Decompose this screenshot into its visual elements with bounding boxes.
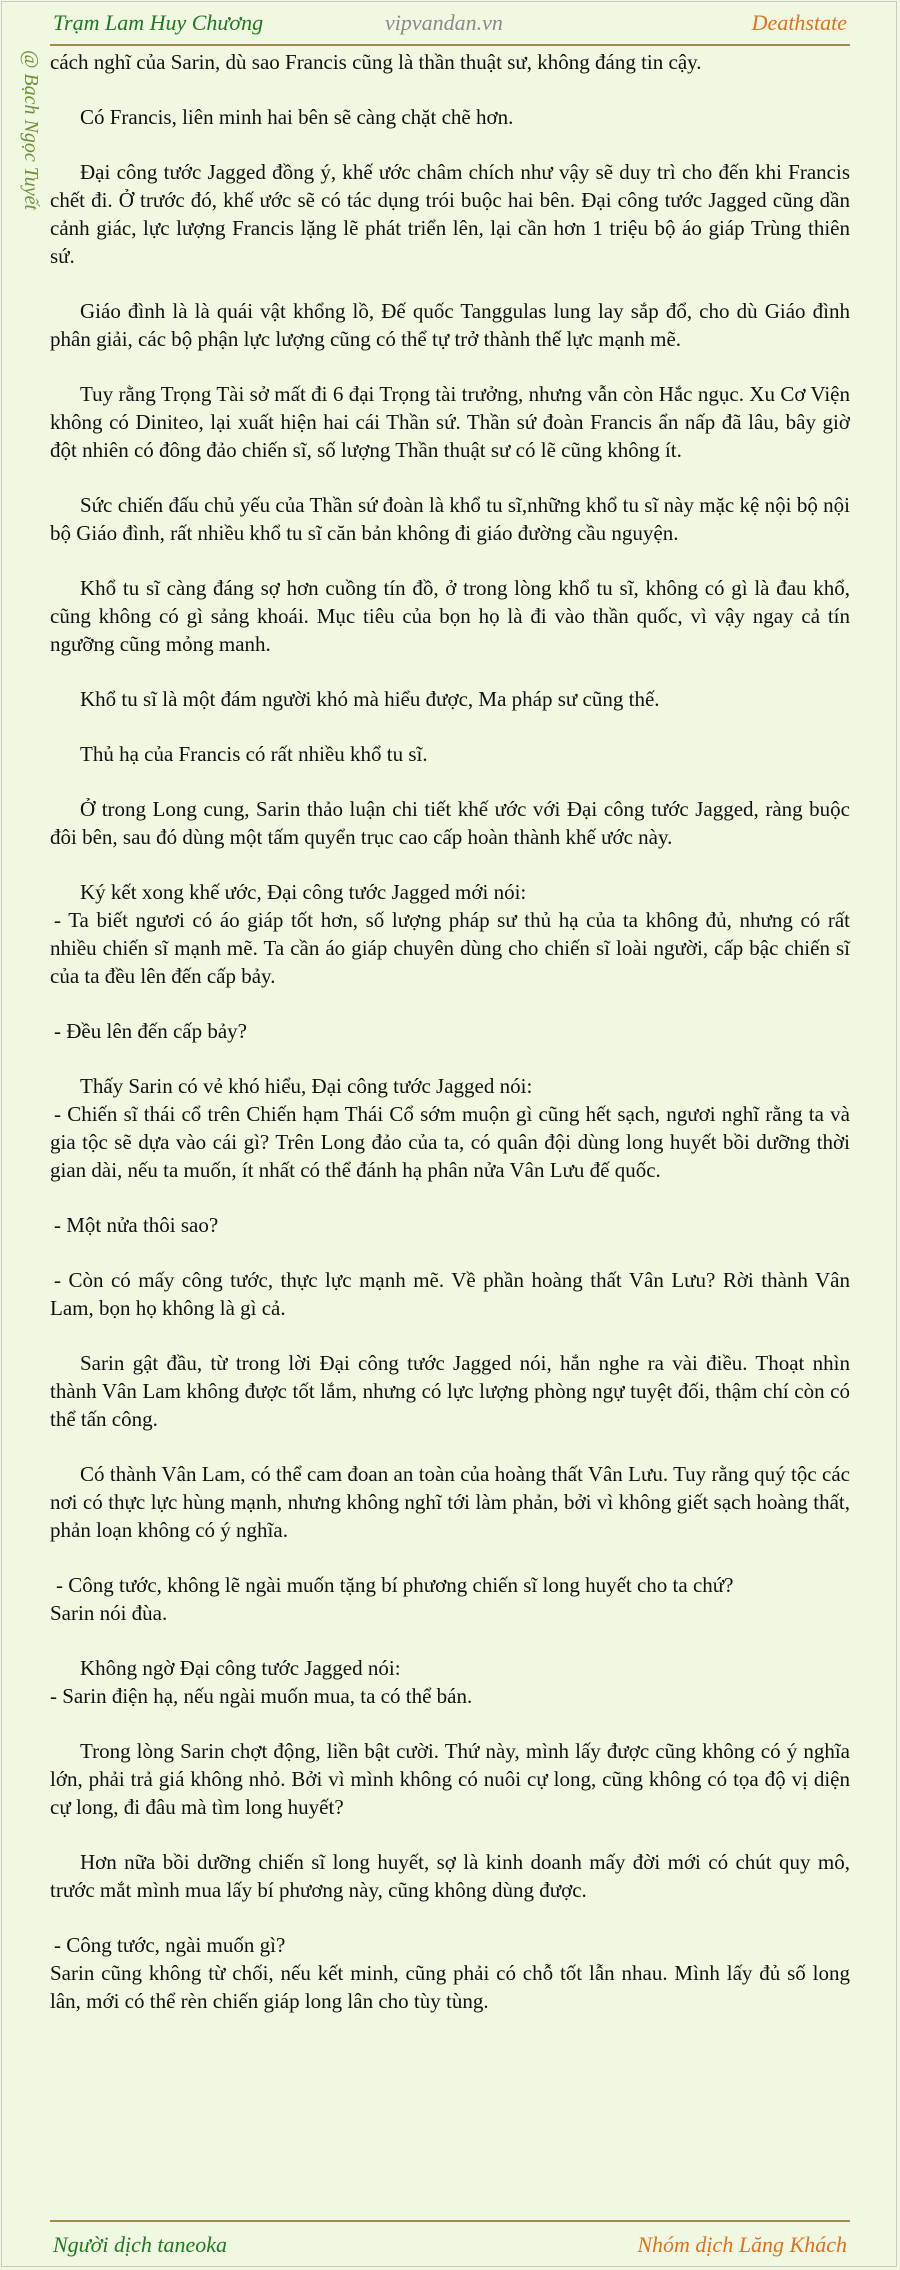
dialog-line: - Công tước, ngài muốn gì? <box>54 1933 286 1957</box>
paragraph <box>50 1654 850 1710</box>
footer-divider <box>50 2220 850 2222</box>
dialog-line: - Chiến sĩ thái cổ trên Chiến hạm Thái Cổ sớm muộn gì cũng hết sạch, ngươi nghĩ rằng ta và gia tộc sẽ dựa vào cái gì? Trên Long đảo của ta, có quân đội dùng long huyết bồi dưỡng thời gian dài, nếu ta muốn, ít nhất có thể đánh hạ phân nửa Vân Lưu đế quốc. <box>50 1102 850 1182</box>
narration-line: Sarin nói đùa. <box>50 1601 168 1625</box>
paragraph: Trong lòng Sarin chợt động, liền bật cười. Thứ này, mình lấy được cũng không có ý nghĩa lớn, phải trả giá không nhỏ. Bởi vì mình không có nuôi cự long, cũng không có tọa độ vị diện cự long, đi đâu mà tìm long huyết? <box>50 1739 850 1819</box>
dialog-line: - Công tước, không lẽ ngài muốn tặng bí phương chiến sĩ long huyết cho ta chứ? <box>56 1573 734 1597</box>
header-divider <box>50 44 850 46</box>
paragraph <box>50 1072 850 1184</box>
paragraph: Ở trong Long cung, Sarin thảo luận chi tiết khế ước với Đại công tước Jagged, ràng buộc đôi bên, sau đó dùng một tấm quyển trục cao cấp hoàn thành khế ước này. <box>50 797 850 849</box>
narration-line: Ký kết xong khế ước, Đại công tước Jagged mới nói: <box>80 880 527 904</box>
narration-line: Thấy Sarin có vẻ khó hiểu, Đại công tước Jagged nói: <box>80 1074 533 1098</box>
dialog-paragraph: - Còn có mấy công tước, thực lực mạnh mẽ. Về phần hoàng thất Vân Lưu? Rời thành Vân Lam, bọn họ không là gì cả. <box>50 1268 850 1320</box>
dialog-line: - Ta biết ngươi có áo giáp tốt hơn, số lượng pháp sư thủ hạ của ta không đủ, nhưng có rất nhiều chiến sĩ mạnh mẽ. Ta cần áo giáp chuyên dùng cho chiến sĩ loài người, cấp bậc chiến sĩ của ta đều lên đến cấp bảy. <box>50 908 850 988</box>
translator-credit: Người dịch taneoka <box>53 2232 228 2257</box>
site-title: Trạm Lam Huy Chương <box>53 10 264 35</box>
paragraph: Sarin gật đầu, từ trong lời Đại công tước Jagged nói, hắn nghe ra vài điều. Thoạt nhìn thành Vân Lam không được tốt lắm, nhưng có lực lượng phòng ngự tuyệt đối, thậm chí còn có thể tấn công. <box>50 1351 850 1431</box>
page-footer <box>50 2224 850 2264</box>
dialog-line: - Sarin điện hạ, nếu ngài muốn mua, ta có thể bán. <box>50 1684 473 1708</box>
paragraph: Khổ tu sĩ là một đám người khó mà hiểu được, Ma pháp sư cũng thế. <box>80 687 660 711</box>
dialog-paragraph: - Đều lên đến cấp bảy? <box>54 1019 247 1043</box>
paragraph: Sức chiến đấu chủ yếu của Thần sứ đoàn là khổ tu sĩ,những khổ tu sĩ này mặc kệ nội bộ nội bộ Giáo đình, rất nhiều khổ tu sĩ căn bản không đi giáo đường cầu nguyện. <box>50 493 850 545</box>
narration-line: Không ngờ Đại công tước Jagged nói: <box>80 1656 401 1680</box>
paragraph: Tuy rằng Trọng Tài sở mất đi 6 đại Trọng tài trưởng, nhưng vẫn còn Hắc ngục. Xu Cơ Viện không có Diniteo, lại xuất hiện hai cái Thần sứ. Thần sứ đoàn Francis ẩn nấp đã lâu, bây giờ đột nhiên có đông đảo chiến sĩ, số lượng Thần thuật sư có lẽ cũng không ít. <box>50 382 850 462</box>
paragraph: cách nghĩ của Sarin, dù sao Francis cũng là thần thuật sư, không đáng tin cậy. <box>50 50 702 74</box>
group-credit: Nhóm dịch Lăng Khách <box>637 2232 847 2257</box>
side-credit: @ Bạch Ngọc Tuyết <box>20 50 42 211</box>
book-title: Deathstate <box>751 10 847 35</box>
paragraph: Hơn nữa bồi dưỡng chiến sĩ long huyết, sợ là kinh doanh mấy đời mới có chút quy mô, trước mắt mình mua lấy bí phương này, cũng không dùng được. <box>50 1850 850 1902</box>
paragraph: Có thành Vân Lam, có thể cam đoan an toàn của hoàng thất Vân Lưu. Tuy rằng quý tộc các nơi có thực lực hùng mạnh, nhưng không nghĩ tới làm phản, bởi vì không giết sạch hoàng thất, phản loạn không có ý nghĩa. <box>50 1462 850 1542</box>
dialog-paragraph <box>50 1571 850 1627</box>
dialog-paragraph <box>50 1931 850 2015</box>
paragraph: Thủ hạ của Francis có rất nhiều khổ tu sĩ. <box>80 742 428 766</box>
paragraph: Giáo đình là là quái vật khổng lồ, Đế quốc Tanggulas lung lay sắp đổ, cho dù Giáo đình phân giải, các bộ phận lực lượng cũng có thể tự trở thành thế lực mạnh mẽ. <box>50 299 850 351</box>
paragraph <box>50 878 850 990</box>
site-url: vipvandan.vn <box>385 10 503 35</box>
chapter-body <box>50 48 850 2042</box>
paragraph: Có Francis, liên minh hai bên sẽ càng chặt chẽ hơn. <box>80 105 514 129</box>
paragraph: Khổ tu sĩ càng đáng sợ hơn cuồng tín đồ, ở trong lòng khổ tu sĩ, không có gì là đau khổ, cũng không có gì sảng khoái. Mục tiêu của bọn họ là đi vào thần quốc, vì vậy ngay cả tín ngưỡng cũng mỏng manh. <box>50 576 850 656</box>
narration-line: Sarin cũng không từ chối, nếu kết minh, cũng phải có chỗ tốt lẫn nhau. Mình lấy đủ số long lân, mới có thể rèn chiến giáp long lân cho tùy tùng. <box>50 1961 850 2013</box>
paragraph: Đại công tước Jagged đồng ý, khế ước châm chích như vậy sẽ duy trì cho đến khi Francis chết đi. Ở trước đó, khế ước sẽ có tác dụng trói buộc hai bên. Đại công tước Jagged cũng dần cảnh giác, lực lượng Francis lặng lẽ phát triển lên, lại cần hơn 1 triệu bộ áo giáp Trùng thiên sứ. <box>50 160 850 268</box>
page-header <box>50 0 850 44</box>
dialog-paragraph: - Một nửa thôi sao? <box>54 1213 219 1237</box>
